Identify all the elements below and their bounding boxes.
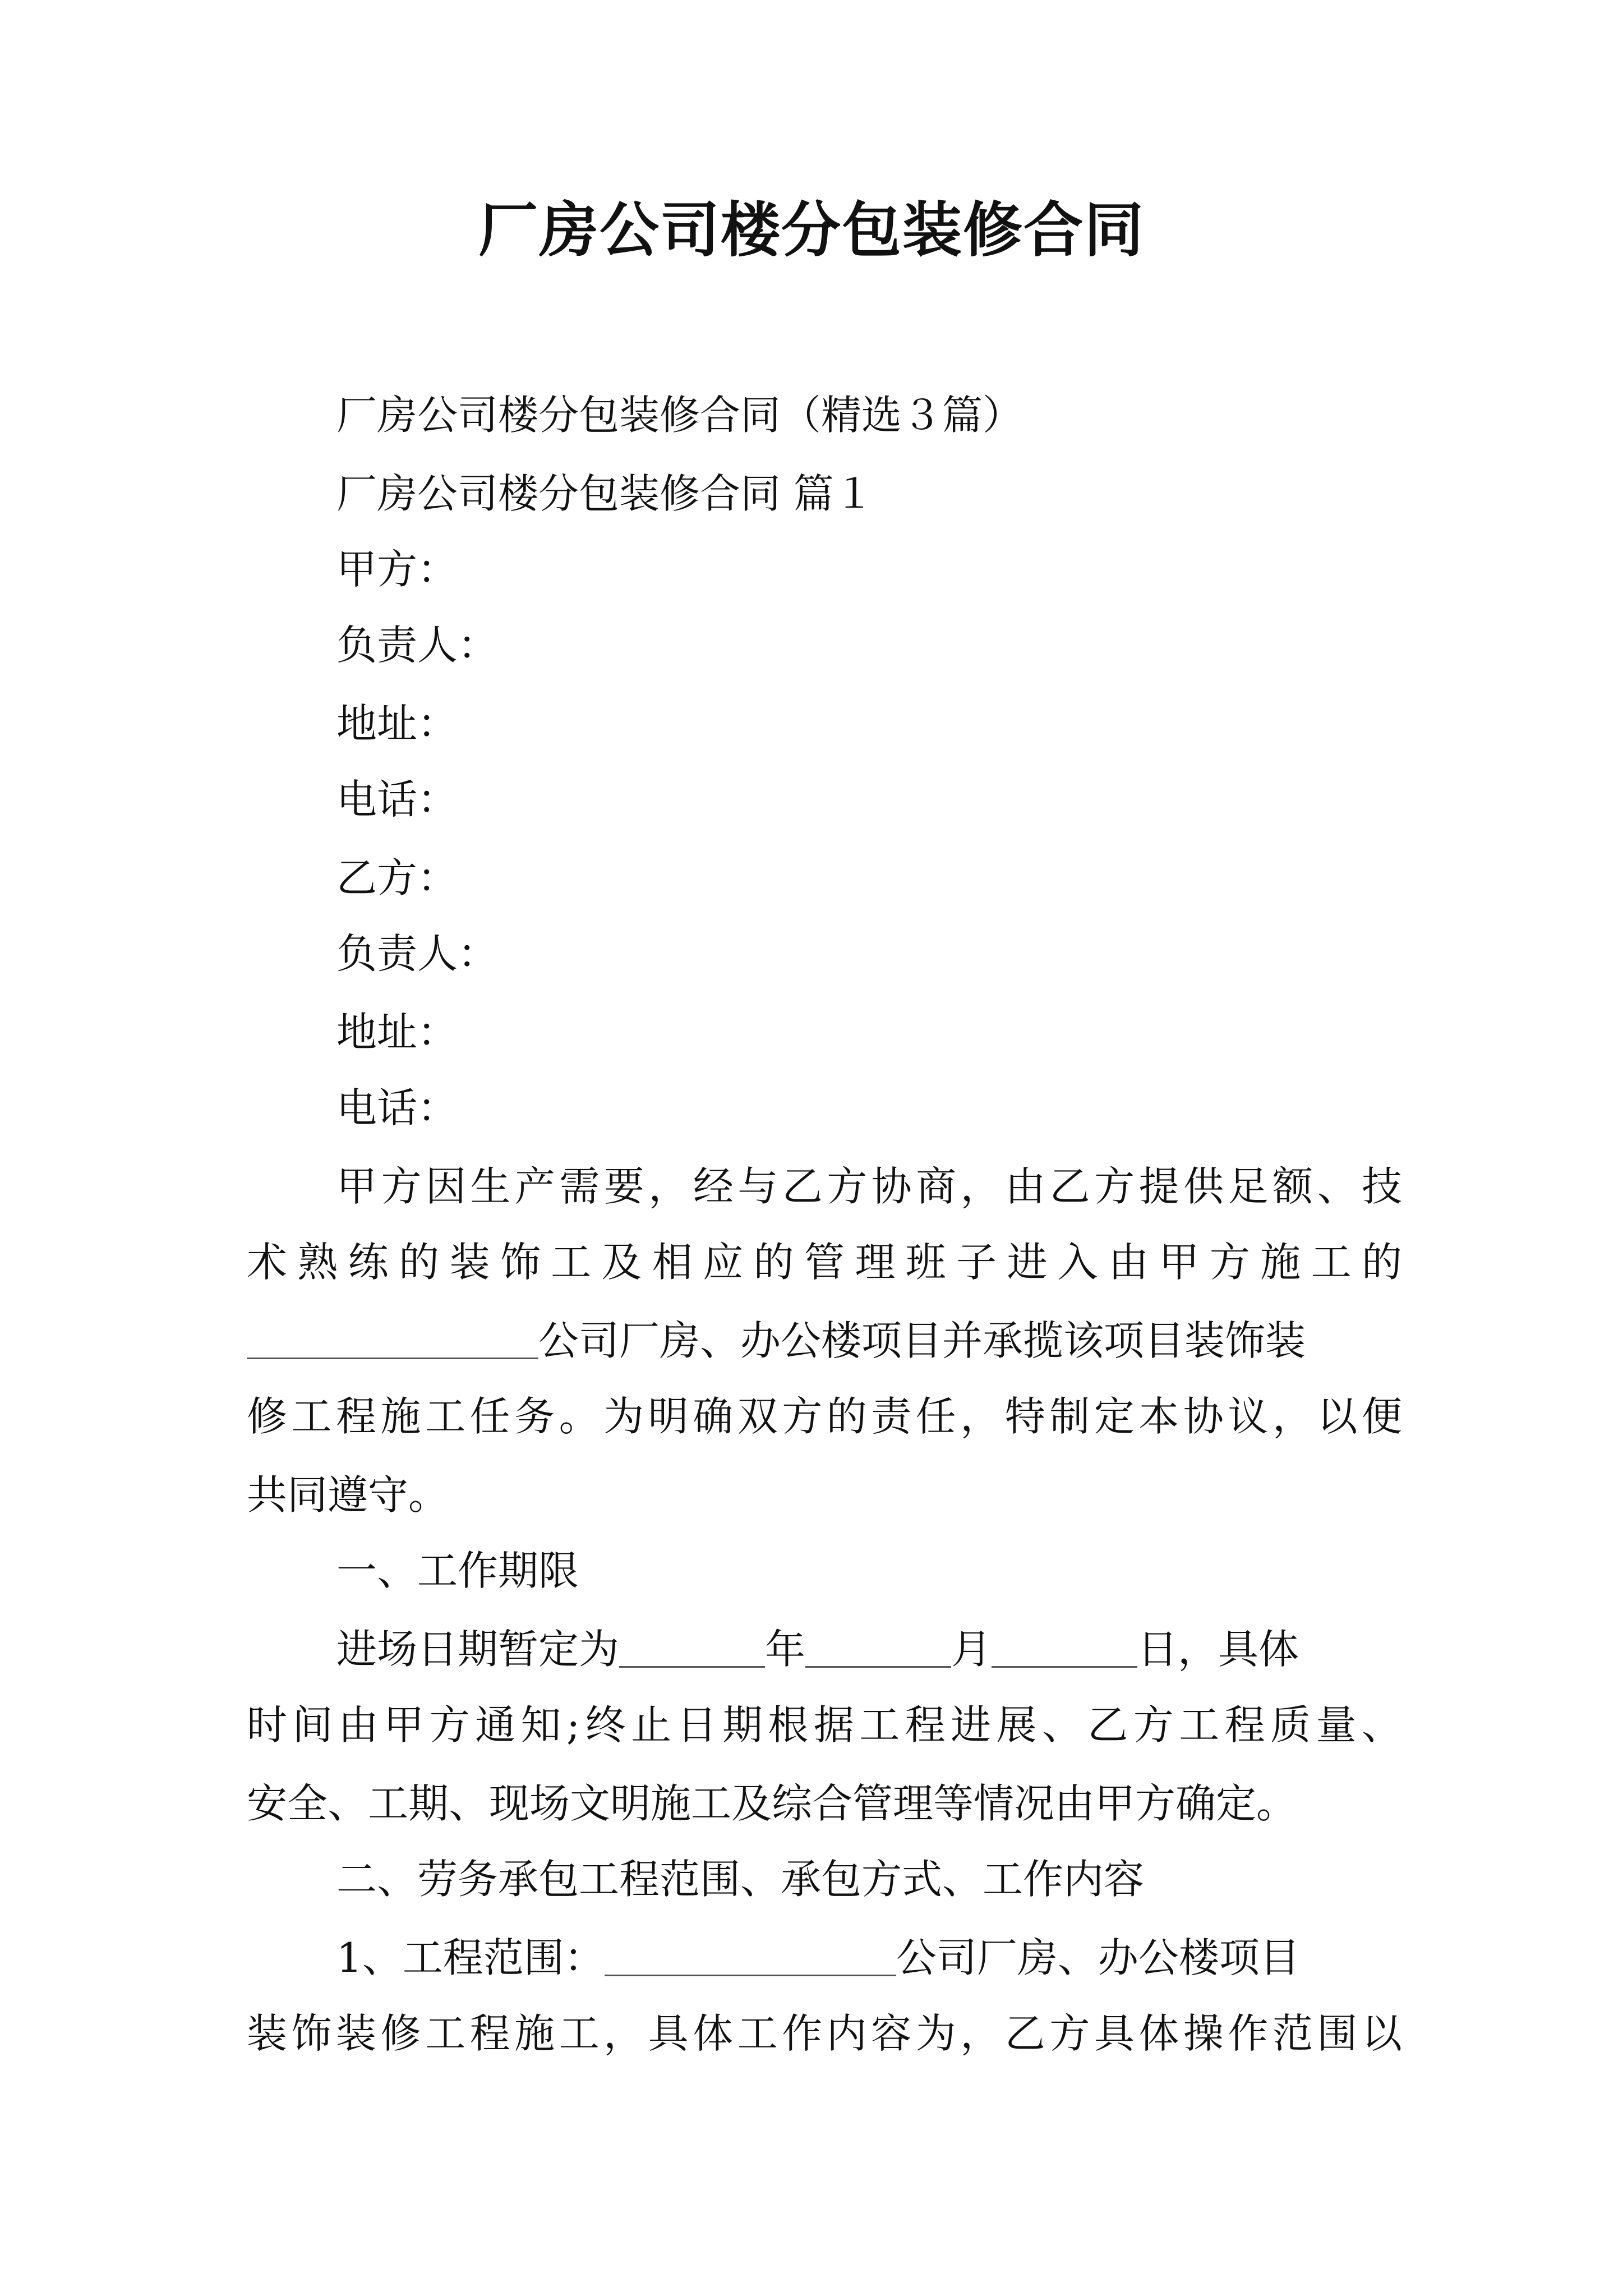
party-a-manager: 负责人： bbox=[336, 622, 499, 669]
section-heading: 厂房公司楼分包装修合同 篇１ bbox=[336, 470, 874, 517]
document-subtitle: 厂房公司楼分包装修合同（精选３篇） bbox=[336, 392, 1023, 439]
intro-line: 术熟练的装饰工及相应的管理班子进入由甲方施工的 bbox=[247, 1239, 1402, 1286]
fill-in-blank bbox=[992, 1627, 1137, 1668]
year-label: 年 bbox=[765, 1626, 806, 1673]
intro-line: 甲方因生产需要，经与乙方协商，由乙方提供足额、技 bbox=[336, 1163, 1402, 1210]
fill-in-blank bbox=[247, 1318, 538, 1359]
section-2-heading: 二、劳务承包工程范围、承包方式、工作内容 bbox=[336, 1856, 1145, 1903]
section-2-text: 1、工程范围： bbox=[336, 1934, 605, 1981]
intro-line bbox=[247, 1313, 1402, 1369]
section-1-line: 时间由甲方通知;终止日期根据工程进展、乙方工程质量、 bbox=[247, 1701, 1402, 1749]
party-b-manager: 负责人： bbox=[336, 930, 499, 977]
section-1-heading: 一、工作期限 bbox=[336, 1547, 579, 1594]
fill-in-blank bbox=[605, 1935, 896, 1976]
section-1-text: 日，具体 bbox=[1137, 1626, 1299, 1673]
section-2-line bbox=[336, 1930, 1402, 1986]
fill-in-blank bbox=[619, 1627, 765, 1668]
party-b-label: 乙方： bbox=[336, 854, 458, 901]
section-1-line: 安全、工期、现场文明施工及综合管理等情况由甲方确定。 bbox=[247, 1780, 1297, 1827]
party-a-label: 甲方： bbox=[336, 546, 458, 593]
section-2-line: 装饰装修工程施工，具体工作内容为，乙方具体操作范围以 bbox=[247, 2010, 1402, 2057]
document-title: 厂房公司楼分包装修合同 bbox=[478, 195, 1145, 265]
party-b-address: 地址： bbox=[336, 1009, 458, 1056]
intro-line: 共同遵守。 bbox=[247, 1471, 449, 1519]
section-1-line bbox=[336, 1621, 1402, 1677]
fill-in-blank bbox=[805, 1627, 951, 1668]
section-2-text: 公司厂房、办公楼项目 bbox=[896, 1934, 1300, 1981]
month-label: 月 bbox=[951, 1626, 992, 1673]
intro-line: 修工程施工任务。为明确双方的责任，特制定本协议，以便 bbox=[247, 1393, 1402, 1440]
section-1-text: 进场日期暂定为 bbox=[336, 1626, 620, 1673]
party-a-phone: 电话： bbox=[336, 776, 458, 823]
intro-line-text: 公司厂房、办公楼项目并承揽该项目装饰装 bbox=[538, 1317, 1306, 1364]
party-b-phone: 电话： bbox=[336, 1084, 458, 1131]
party-a-address: 地址： bbox=[336, 700, 458, 747]
